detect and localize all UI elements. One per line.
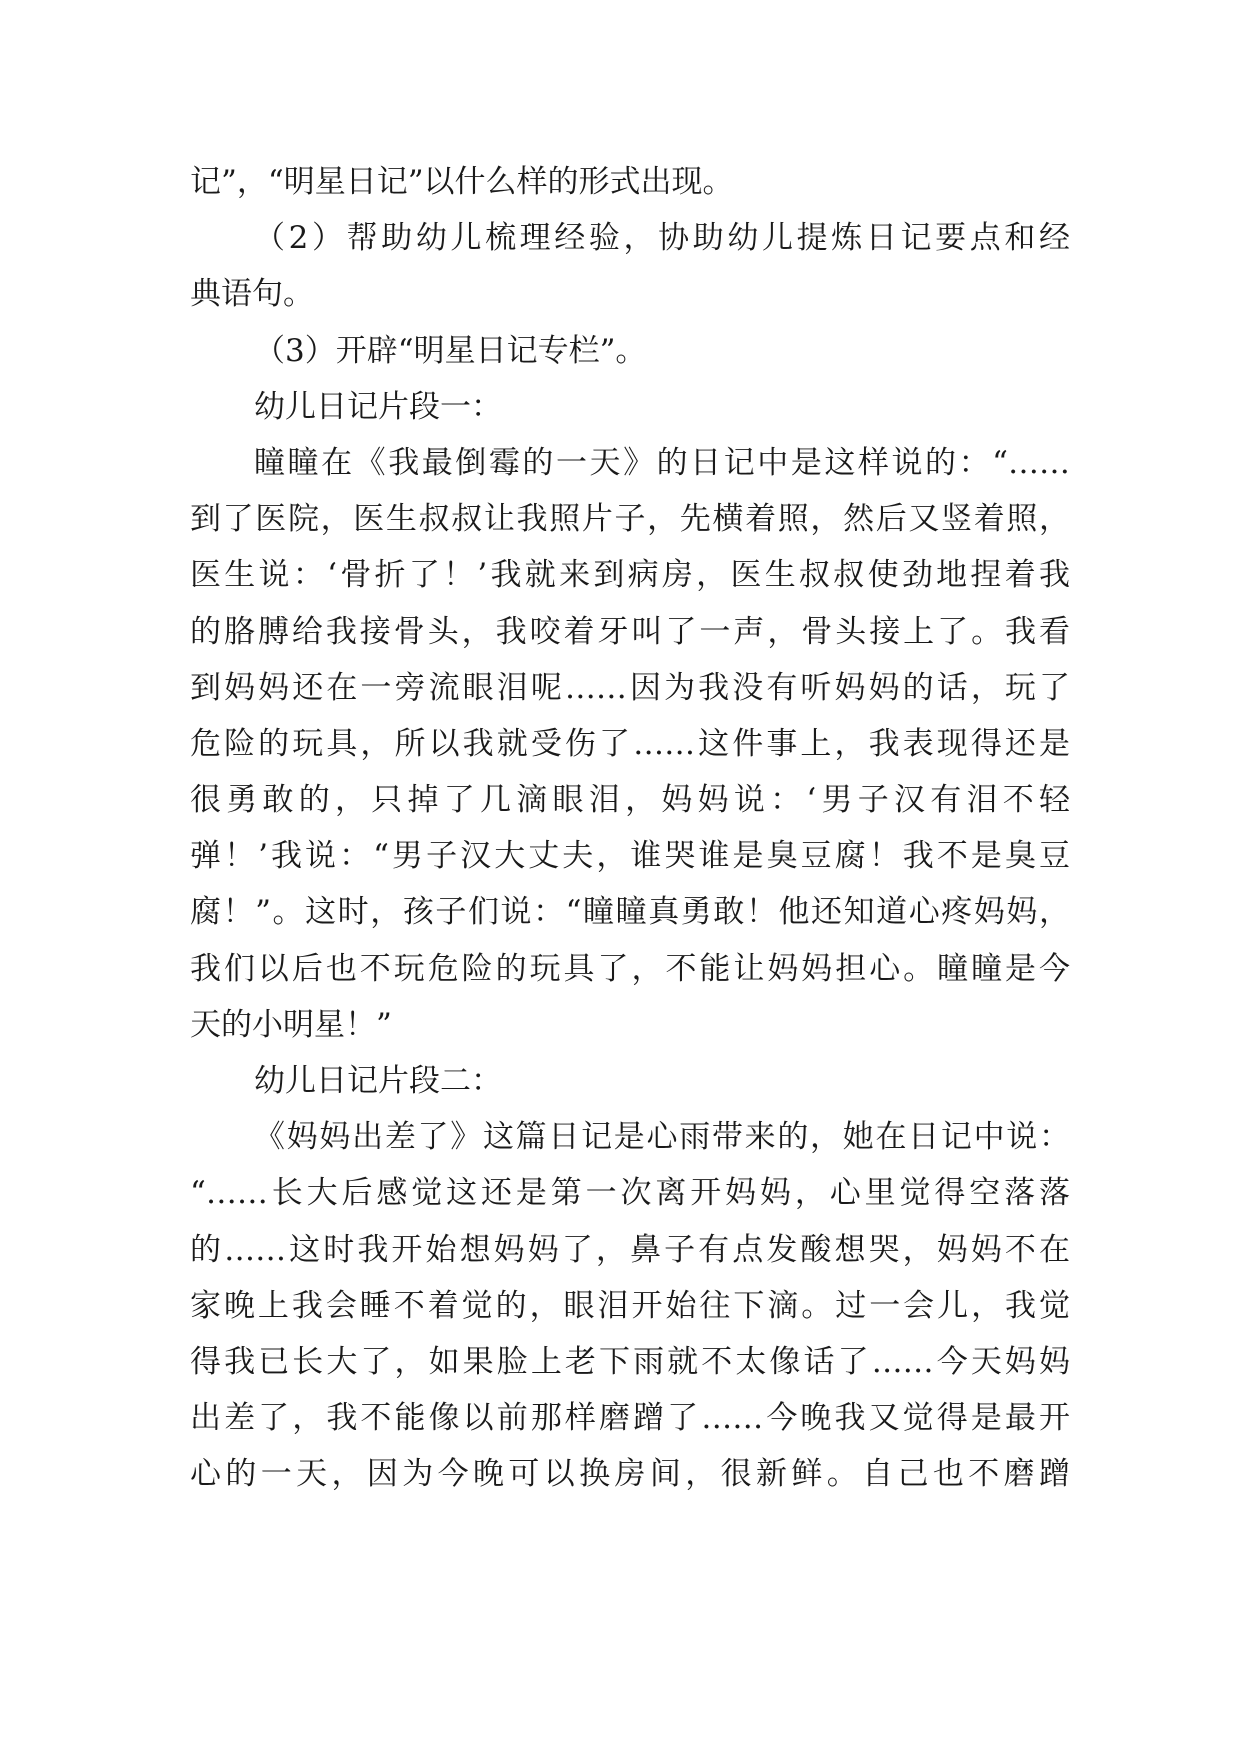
text-line: 心的一天，因为今晚可以换房间，很新鲜。自己也不磨蹭 — [190, 1456, 1070, 1493]
text-line: 到了医院，医生叔叔让我照片子，先横着照，然后又竖着照， — [190, 501, 1070, 538]
text-line: 家晚上我会睡不着觉的，眼泪开始往下滴。过一会儿，我觉 — [190, 1287, 1070, 1324]
text-line: 弹！’我说：“男子汉大丈夫，谁哭谁是臭豆腐！我不是臭豆 — [190, 838, 1070, 875]
text-line: 医生说：‘骨折了！’我就来到病房，医生叔叔使劲地捏着我 — [190, 557, 1070, 594]
text-line: 出差了，我不能像以前那样磨蹭了……今晚我又觉得是最开 — [190, 1400, 1070, 1437]
text-line: 我们以后也不玩危险的玩具了，不能让妈妈担心。瞳瞳是今 — [190, 950, 1070, 987]
text-line: 天的小明星！” — [190, 1006, 392, 1043]
text-line: 腐！”。这时，孩子们说：“瞳瞳真勇敢！他还知道心疼妈妈， — [190, 894, 1070, 931]
text-line: 很勇敢的，只掉了几滴眼泪，妈妈说：‘男子汉有泪不轻 — [190, 782, 1070, 819]
text-line: 到妈妈还在一旁流眼泪呢……因为我没有听妈妈的话，玩了 — [190, 669, 1070, 706]
text-line: 瞳瞳在《我最倒霉的一天》的日记中是这样说的：“…… — [254, 444, 1070, 481]
text-line: 的……这时我开始想妈妈了，鼻子有点发酸想哭，妈妈不在 — [190, 1231, 1070, 1268]
text-line: 记”，“明星日记”以什么样的形式出现。 — [190, 164, 734, 200]
text-line: 的胳膊给我接骨头，我咬着牙叫了一声，骨头接上了。我看 — [190, 613, 1070, 650]
section-heading: 幼儿日记片段一： — [254, 388, 502, 425]
text-line: 危险的玩具，所以我就受伤了……这件事上，我表现得还是 — [190, 725, 1070, 762]
text-line: 《妈妈出差了》这篇日记是心雨带来的，她在日记中说： — [254, 1119, 1070, 1156]
text-line: “……长大后感觉这还是第一次离开妈妈，心里觉得空落落 — [190, 1175, 1070, 1212]
text-line: 典语句。 — [190, 276, 314, 313]
text-line: 得我已长大了，如果脸上老下雨就不太像话了……今天妈妈 — [190, 1343, 1070, 1380]
text-line: （2）帮助幼儿梳理经验，协助幼儿提炼日记要点和经 — [254, 220, 1070, 257]
text-line: （3）开辟“明星日记专栏”。 — [254, 332, 647, 369]
section-heading: 幼儿日记片段二： — [254, 1063, 502, 1099]
document-body — [190, 154, 1070, 1503]
